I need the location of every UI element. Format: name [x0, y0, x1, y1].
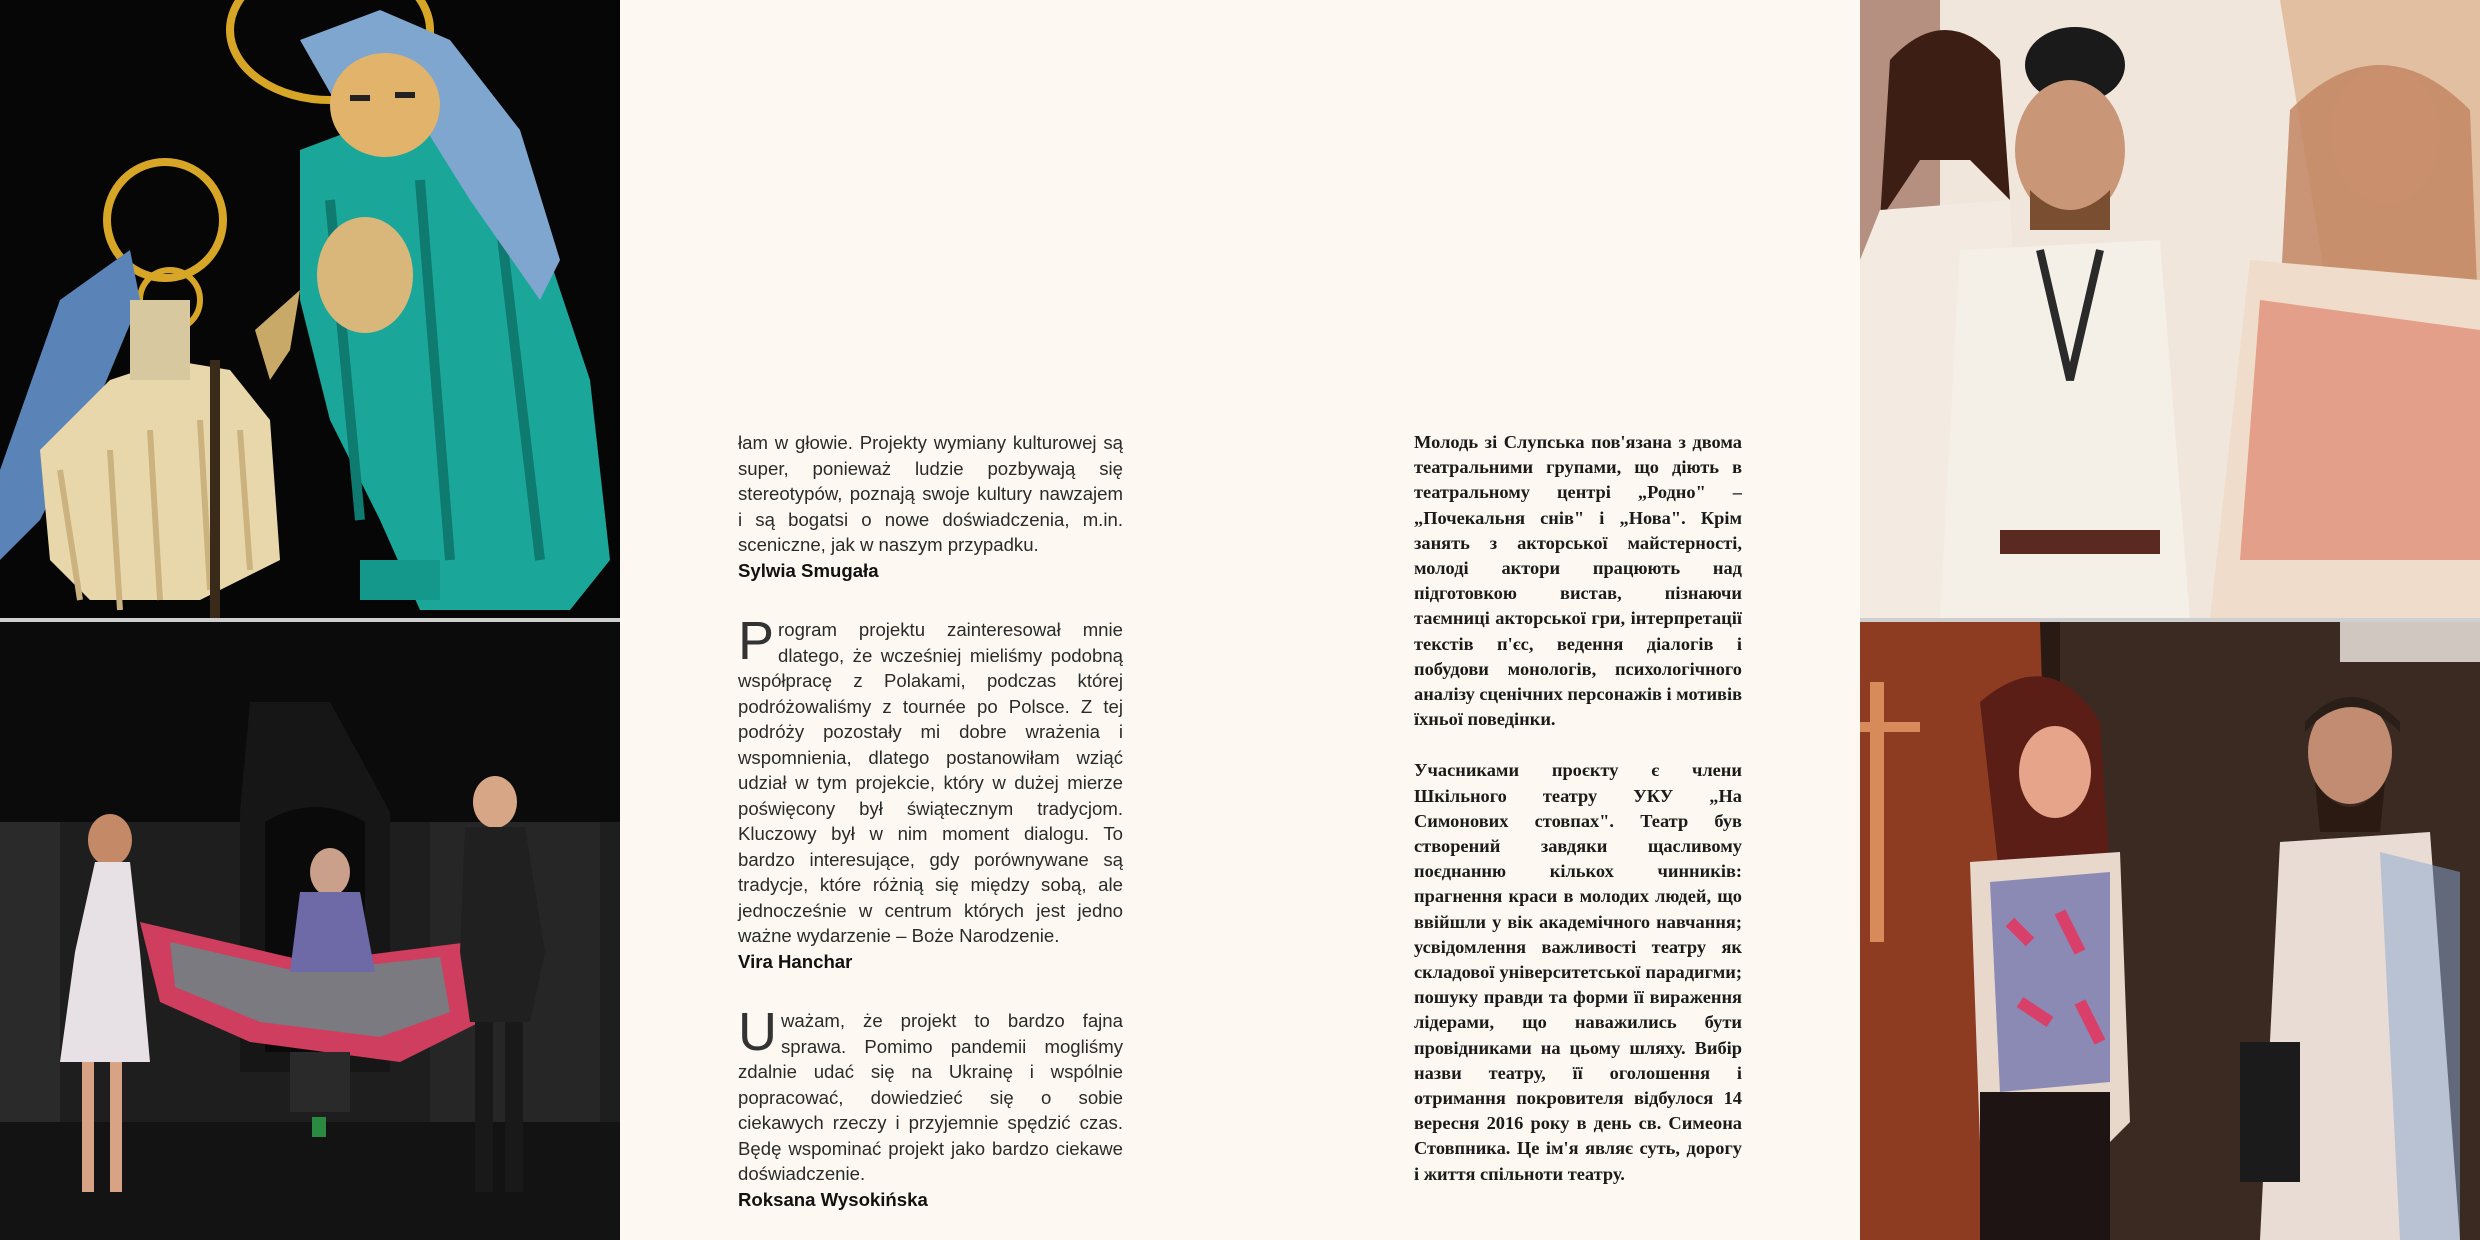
testimonial-paragraph	[738, 611, 1123, 949]
photo-two-actors	[1860, 622, 2480, 1240]
testimonial-signature: Roksana Wysokińska	[738, 1188, 928, 1210]
testimonial-signature: Vira Hanchar	[738, 950, 853, 972]
drop-cap: P	[738, 611, 775, 671]
ukrainian-text-column	[1414, 430, 1742, 1187]
testimonial-signature: Sylwia Smugała	[738, 559, 879, 581]
body-paragraph: Молодь зі Слупська пов'язана з двома театральними групами, що діють в театральному центрі „Родно" – „Почекальня снів" і „Нова". Крім занять з акторської майстерності, молоді актори працюють над підготовкою вистав, пізнаючи таємниці акторської гри, інтерпретації текстів п'єс, ведення діалогів і побудови монологів, психологічного аналізу сценічних персонажів і мотивів їхньої поведінки.	[1414, 432, 1743, 730]
photo-puppet-nativity	[0, 0, 620, 618]
polish-testimonials-column	[738, 430, 1123, 1212]
testimonial-paragraph: łam w głowie. Projekty wymiany kulturowej są super, ponieważ ludzie pozbywają się stereotypów, poznają swoje kultury nawzajem i są bogatsi o nowe doświadczenia, m.in. sceniczne, jak w naszym przypadku.	[738, 432, 1123, 555]
photo-ukrainian-costumes	[1860, 0, 2480, 618]
testimonial-paragraph	[738, 1002, 1123, 1187]
drop-cap: U	[738, 1002, 777, 1062]
testimonial-body: ważam, że projekt to bardzo fajna sprawa. Pomimo pandemii mogliśmy zdalnie udać się na Ukrainę i wspólnie popracować, dowiedzieć się o sobie ciekawych rzeczy i przyjemnie spędzić czas. Będę wspominać projekt jako bardzo ciekawe doświadczenie.	[738, 1010, 1123, 1184]
photo-actors-cloth	[0, 622, 620, 1240]
testimonial-body: rogram projektu zainteresował mnie dlatego, że wcześniej mieliśmy podobną współpracę z Polakami, podczas której podróżowaliśmy z tournée po Polsce. Z tej podróży pozostały mi dobre wrażenia i wspomnienia, dlatego postanowiłam wziąć udział w tym projekcie, który w dużej mierze poświęcony był świątecznym tradycjom. Kluczowy był w nim moment dialogu. To bardzo interesujące, gdy porównywane są tradycje, które różnią się między sobą, ale jednocześnie w centrum których jest jedno ważne wydarzenie – Boże Narodzenie.	[738, 619, 1123, 946]
body-paragraph: Учасниками проєкту є члени Шкільного театру УКУ „На Симонових стовпах". Театр був створений завдяки щасливому поєднанню кількох чинників: прагнення краси в молодих людей, що ввійшли у вік академічного навчання; усвідомлення важливості театру як складової університетської парадигми; пошуку правди та форми її вираження лідерами, що наважились бути провідниками на цьому шляху. Вибір назви театру, її оголошення і отримання покровителя відбулося 14 вересня 2016 року в день св. Симеона Стовпника. Це ім'я являє суть, дорогу і життя спільноти театру.	[1414, 760, 1742, 1184]
